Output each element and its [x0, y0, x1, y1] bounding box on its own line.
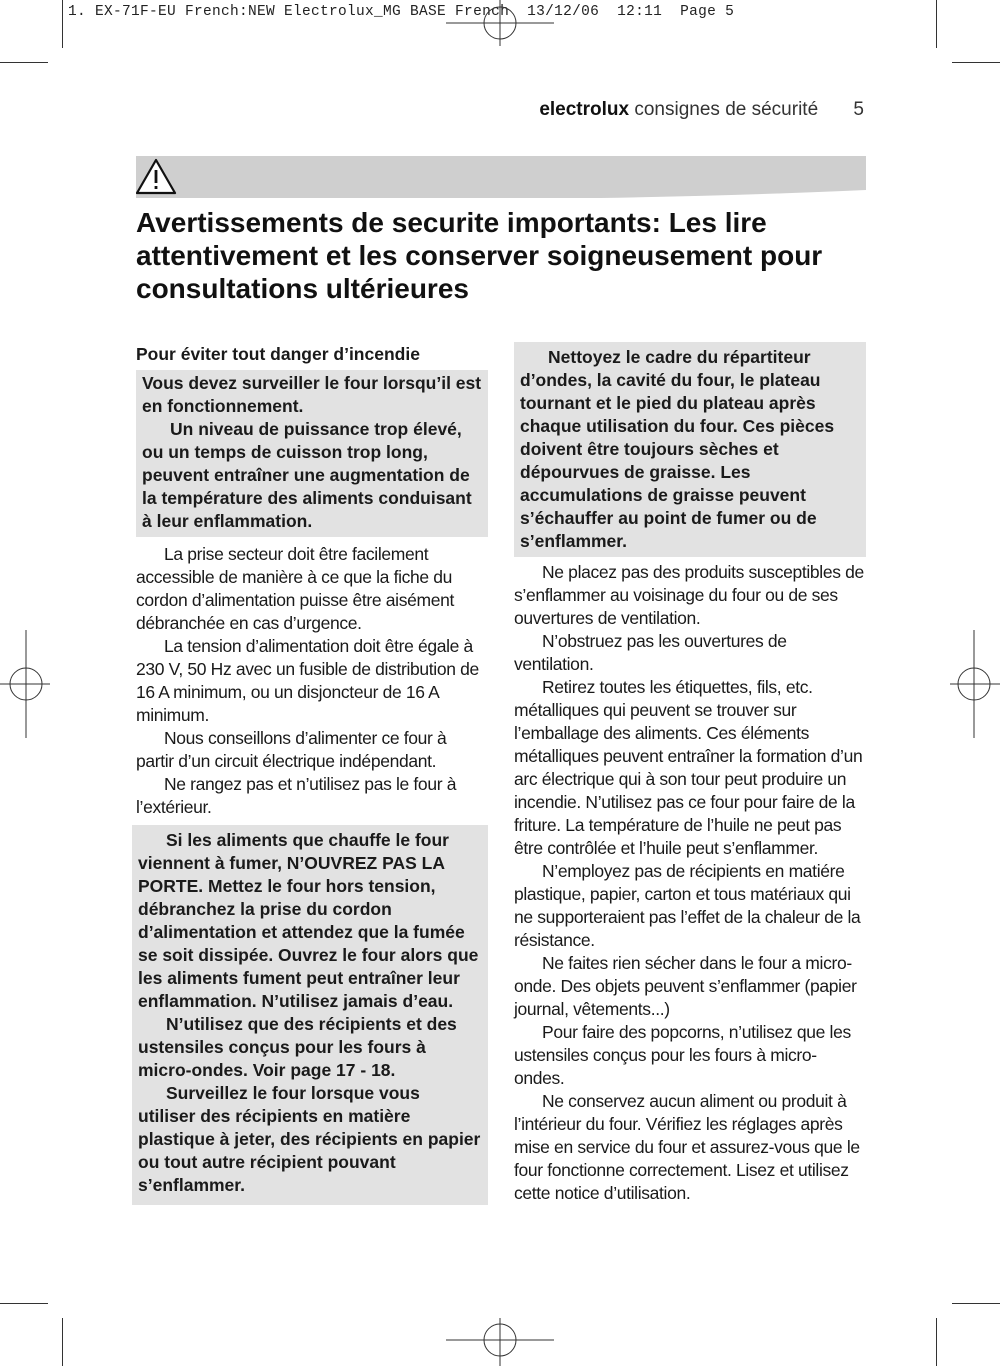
header-section: consignes de sécurité [634, 99, 819, 120]
body-paragraph: La tension d’alimentation doit être égale à 230 V, 50 Hz avec un fusible de distribution de 16 A minimum, ou un disjoncteur de 16 A minimum. [136, 636, 479, 725]
registration-mark-icon [446, 1318, 554, 1366]
print-slug: 1. EX-71F-EU French:NEW Electrolux_MG BASE French 13/12/06 12:11 Page 5 [68, 4, 735, 20]
registration-mark-icon [950, 630, 1000, 738]
body-paragraph: N’obstruez pas les ouvertures de ventilation. [514, 631, 787, 674]
crop-mark [62, 0, 63, 48]
body-paragraph: Retirez toutes les étiquettes, fils, etc. métalliques qui peuvent se trouver sur l’emballage des aliments. Ces éléments métalliques peuvent entraîner la formation d’un arc électrique qui à son tour peut produire un incendie. N’utilisez pas ce four pour faire de la friture. La température de l’huile ne peut pas être contrôlée et l’huile peut s’enflammer. [514, 677, 863, 858]
body-text [136, 543, 488, 819]
page-number: 5 [853, 99, 864, 120]
warning-paragraph: N’utilisez que des récipients et des ustensiles conçus pour les fours à micro-ondes. Voir page 17 - 18. [138, 1014, 457, 1080]
crop-mark [952, 62, 1000, 63]
crop-mark [952, 1303, 1000, 1304]
warning-box [132, 825, 488, 1205]
body-text [514, 561, 866, 1205]
warning-box [136, 370, 488, 537]
body-paragraph: Nous conseillons d’alimenter ce four à partir d’un circuit électrique indépendant. [136, 728, 447, 771]
crop-mark [0, 1303, 48, 1304]
running-header [539, 99, 864, 121]
page-title: Avertissements de securite importants: Les lire attentivement et les conserver soigneusement pour consultations ultérieures [136, 207, 823, 304]
left-column [136, 342, 488, 1205]
body-paragraph: Ne rangez pas et n’utilisez pas le four à l’extérieur. [136, 774, 457, 817]
body-paragraph: N’employez pas de récipients en matiére plastique, papier, carton et tous matériaux qui ne supporteraient pas l’effet de la chaleur de la résistance. [514, 861, 861, 950]
warning-paragraph: Un niveau de puissance trop élevé, ou un temps de cuisson trop long, peuvent entraîner une augmentation de la température des aliments conduisant à leur enflammation. [142, 419, 472, 531]
warning-paragraph: Vous devez surveiller le four lorsqu’il est en fonctionnement. [142, 373, 482, 416]
crop-mark [936, 0, 937, 48]
body-paragraph: Ne faites rien sécher dans le four a micro-onde. Des objets peuvent s’enflammer (papier journal, vêtements...) [514, 953, 857, 1019]
right-column [514, 342, 866, 1205]
crop-mark [936, 1318, 937, 1366]
body-paragraph: Pour faire des popcorns, n’utilisez que les ustensiles conçus pour les fours à micro-ondes. [514, 1022, 851, 1088]
warning-box [514, 342, 866, 557]
brand-name: electrolux [539, 99, 630, 120]
body-paragraph: La prise secteur doit être facilement accessible de manière à ce que la fiche du cordon d’alimentation puisse être aisément débranchée en cas d’urgence. [136, 544, 454, 633]
warning-paragraph: Si les aliments que chauffe le four viennent à fumer, N’OUVREZ PAS LA PORTE. Mettez le four hors tension, débranchez la prise du cordon d’alimentation et attendez que la fumée se soit dissipée. Ouvrez le four alors que les aliments fument peut entraîner leur enflammation. N’utilisez jamais d’eau. [138, 830, 479, 1011]
section-subheading: Pour éviter tout danger d’incendie [136, 344, 420, 364]
warning-banner [136, 156, 866, 198]
registration-mark-icon [0, 630, 50, 738]
body-paragraph: Ne placez pas des produits susceptibles de s’enflammer au voisinage du four ou de ses ouvertures de ventilation. [514, 562, 864, 628]
registration-mark-icon [446, 0, 554, 46]
crop-mark [0, 62, 48, 63]
crop-mark [62, 1318, 63, 1366]
warning-paragraph: Nettoyez le cadre du répartiteur d’ondes, la cavité du four, le plateau tournant et le pied du plateau après chaque utilisation du four. Ces pièces doivent être toujours sèches et dépourvues de graisse. Les accumulations de graisse peuvent s’échauffer au point de fumer ou de s’enflammer. [520, 347, 835, 551]
warning-paragraph: Surveillez le four lorsque vous utiliser des récipients en matière plastique à jeter, des récipients en papier ou tout autre récipient pouvant s’enflammer. [138, 1083, 481, 1195]
body-paragraph: Ne conservez aucun aliment ou produit à l’intérieur du four. Vérifiez les réglages après mise en service du four et assurez-vous que le four fonctionne correctement. Lisez et utilisez cette notice d’utilisation. [514, 1091, 860, 1203]
